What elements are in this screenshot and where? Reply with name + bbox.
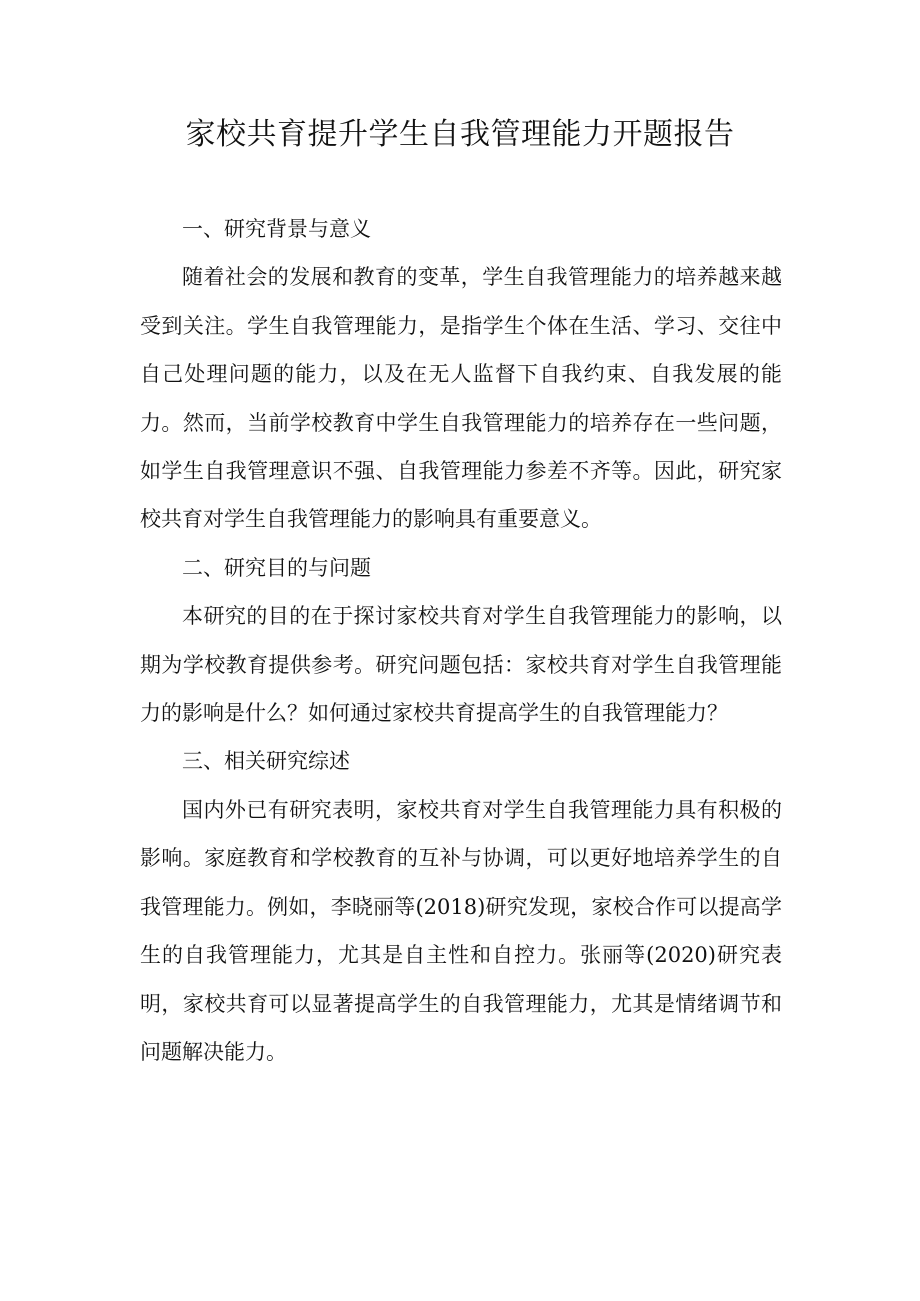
section-paragraph-review: 国内外已有研究表明，家校共育对学生自我管理能力具有积极的影响。家庭教育和学校教育的互补与协调，可以更好地培养学生的自我管理能力。例如，李晓丽等(2018)研究发现，家校合作可以提高学生的自我管理能力，尤其是自主性和自控力。张丽等(2020)研究表明，家校共育可以显著提高学生的自我管理能力，尤其是情绪调节和问题解决能力。	[140, 797, 782, 1064]
section-heading-purpose: 二、研究目的与问题	[182, 555, 371, 580]
section-paragraph-purpose: 本研究的目的在于探讨家校共育对学生自我管理能力的影响，以期为学校教育提供参考。研究问题包括：家校共育对学生自我管理能力的影响是什么？如何通过家校共育提高学生的自我管理能力？	[140, 604, 782, 726]
document-title: 家校共育提升学生自我管理能力开题报告	[185, 117, 735, 152]
section-paragraph-background: 随着社会的发展和教育的变革，学生自我管理能力的培养越来越受到关注。学生自我管理能力，是指学生个体在生活、学习、交往中自己处理问题的能力，以及在无人监督下自我约束、自我发展的能力。然而，当前学校教育中学生自我管理能力的培养存在一些问题，如学生自我管理意识不强、自我管理能力参差不齐等。因此，研究家校共育对学生自我管理能力的影响具有重要意义。	[140, 265, 782, 532]
document-body	[140, 205, 782, 1076]
section-heading-review: 三、相关研究综述	[182, 749, 350, 774]
section-heading-background: 一、研究背景与意义	[182, 217, 371, 241]
